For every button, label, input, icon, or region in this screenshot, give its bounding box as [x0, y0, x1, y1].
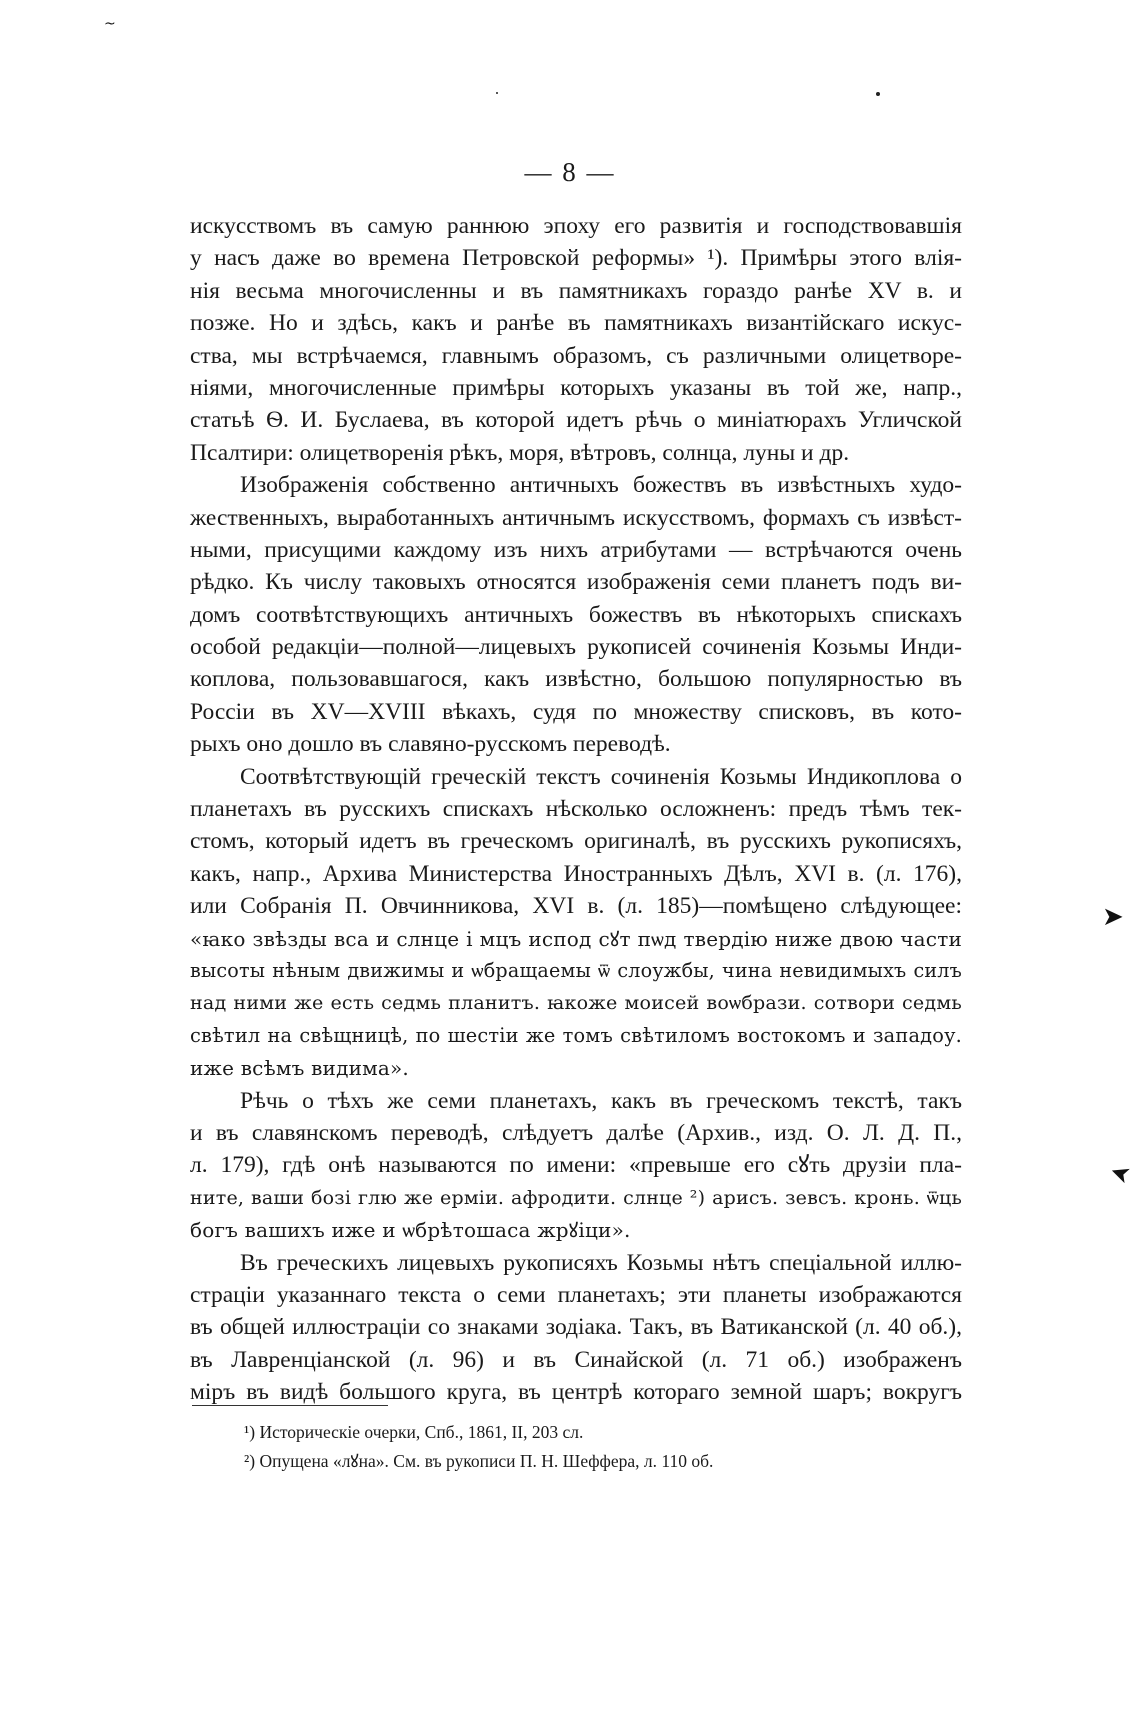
- footnotes: [244, 1418, 964, 1476]
- scan-speck: [496, 92, 498, 94]
- church-slavonic-line: богъ вашихъ иже и ѡбрѣтошаса жрꙋіци».: [190, 1218, 631, 1243]
- text-line: л. 179), гдѣ онѣ называются по имени: «превыше его сꙋть друзіи пла-: [190, 1152, 962, 1179]
- text-line: Изображенія собственно античныхъ божествъ въ извѣстныхъ худо-: [240, 472, 962, 499]
- text-line: планетахъ въ русскихъ спискахъ нѣсколько осложненъ: предъ тѣмъ тек-: [190, 796, 962, 823]
- body-text: [190, 210, 962, 1408]
- scan-smudge-mark: ~: [104, 16, 116, 32]
- text-line: нія весьма многочисленны и въ памятникахъ гораздо ранѣе XV в. и: [190, 277, 962, 304]
- text-line: коплова, пользовавшагося, какъ извѣстно, большою популярностью въ: [190, 666, 962, 693]
- footnote-divider: [192, 1405, 388, 1406]
- church-slavonic-line: высоты нѣным движимы и ѡбращаемы ѿ слоужбы, чина невидимыхъ силъ: [190, 958, 962, 982]
- margin-tick-mark: ➤: [1102, 902, 1124, 932]
- text-line: въ общей иллюстраціи со знаками зодіака. Такъ, въ Ватиканской (л. 40 об.),: [190, 1314, 962, 1341]
- scan-speck: [876, 92, 880, 96]
- text-line: Рѣчь о тѣхъ же семи планетахъ, какъ въ греческомъ текстѣ, такъ: [240, 1087, 962, 1114]
- text-line: рыхъ оно дошло въ славяно-русскомъ переводѣ.: [190, 731, 671, 758]
- margin-tick-mark: ➤: [1105, 1157, 1135, 1191]
- text-line: міръ въ видѣ большого круга, въ центрѣ котораго земной шаръ; вокругъ: [190, 1379, 962, 1406]
- text-line: Россіи въ XV—XVIII вѣкахъ, судя по множеству списковъ, въ кото-: [190, 698, 962, 725]
- text-line: искусствомъ въ самую раннюю эпоху его развитія и господствовавшія: [190, 213, 962, 239]
- text-line: и въ славянскомъ переводѣ, слѣдуетъ далѣе (Архив., изд. О. Л. Д. П.,: [190, 1119, 962, 1146]
- church-slavonic-line: свѣтил на свѣщницѣ, по шестіи же томъ свѣтиломъ востокомъ и западоу.: [190, 1023, 962, 1047]
- page-number: — 8 —: [524, 157, 616, 187]
- text-line: ными, присущими каждому изъ нихъ атрибутами — встрѣчаются очень: [190, 536, 962, 563]
- text-line: Соотвѣтствующій греческій текстъ сочиненія Козьмы Индикоплова о: [240, 763, 962, 790]
- text-line: страціи указаннаго текста о семи планетахъ; эти планеты изображаются: [190, 1281, 962, 1308]
- text-line: стомъ, который идетъ въ греческомъ оригиналѣ, въ русскихъ рукописяхъ,: [190, 828, 962, 855]
- church-slavonic-line: иже всѣмъ видима».: [190, 1056, 409, 1081]
- text-line: жественныхъ, выработанныхъ античнымъ искусствомъ, формахъ съ извѣст-: [190, 504, 962, 531]
- text-line: въ Лавренціанской (л. 96) и въ Синайской (л. 71 об.) изображенъ: [190, 1346, 962, 1373]
- text-line: Въ греческихъ лицевыхъ рукописяхъ Козьмы нѣтъ спеціальной иллю-: [240, 1249, 962, 1276]
- text-line: особой редакціи—полной—лицевыхъ рукописей сочиненія Козьмы Инди-: [190, 634, 962, 661]
- church-slavonic-line: «ꙗко звѣзды вса и слнце і мцъ испод сꙋт пѡд твердію ниже двою части: [190, 926, 962, 951]
- text-line: позже. Но и здѣсь, какъ и ранѣе въ памятникахъ византійскаго искус-: [190, 310, 962, 337]
- text-line: ства, мы встрѣчаемся, главнымъ образомъ, съ различными олицетворе-: [190, 342, 962, 369]
- church-slavonic-line: над ними же есть седмь планитъ. ꙗкоже моисей воѡбрази. сотвори седмь: [190, 992, 962, 1015]
- footnote: ¹) Историческіе очерки, Спб., 1861, II, 203 сл.: [244, 1422, 584, 1442]
- text-line: у насъ даже во времена Петровской реформы» ¹). Примѣры этого влія-: [190, 245, 962, 272]
- church-slavonic-line: ните, ваши бозі глю же ерміи. афродити. слнце ²) арисъ. зевсъ. кронь. ѿць: [190, 1186, 962, 1209]
- text-line: домъ соотвѣтствующихъ античныхъ божествъ въ нѣкоторыхъ спискахъ: [190, 601, 962, 628]
- text-line: или Собранія П. Овчинникова, XVI в. (л. 185)—помѣщено слѣдующее:: [190, 893, 962, 920]
- text-line: рѣдко. Къ числу таковыхъ относятся изображенія семи планетъ подъ ви-: [190, 569, 962, 596]
- text-line: ніями, многочисленные примѣры которыхъ указаны въ той же, напр.,: [190, 374, 962, 401]
- footnote: ²) Опущена «лꙋна». См. въ рукописи П. Н. Шеффера, л. 110 об.: [244, 1451, 714, 1471]
- text-line: Псалтири: олицетворенія рѣкъ, моря, вѣтровъ, солнца, луны и др.: [190, 439, 850, 466]
- text-line: какъ, напр., Архива Министерства Иностранныхъ Дѣлъ, XVI в. (л. 176),: [190, 860, 962, 887]
- text-line: статьѣ Ѳ. И. Буслаева, въ которой идетъ рѣчь о миніатюрахъ Угличской: [190, 407, 962, 434]
